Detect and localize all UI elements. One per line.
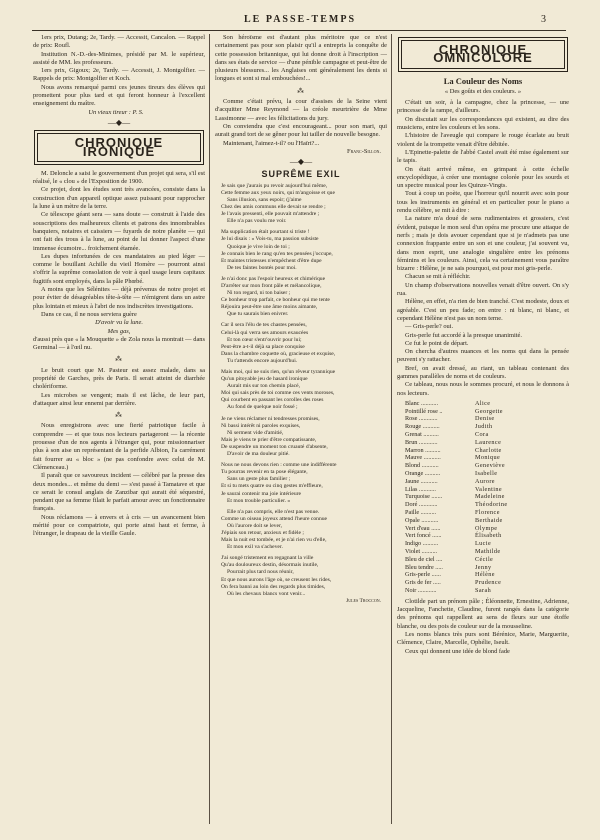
poem-line: Car il sera l'élu de tes chastes pensées,	[221, 322, 307, 329]
table-row	[405, 571, 508, 579]
paragraph: Ce projet, dont les études sont très avancées, consiste dans la construction d'un appareil optique assez puissant pour rapprocher la lune à un mètre de la terre.	[33, 186, 205, 211]
color-cell: Lilas ...........	[405, 485, 436, 493]
table-row	[405, 579, 508, 587]
section-title-box: CHRONIQUE OMNICOLORE	[401, 40, 565, 69]
paragraph: Maintenant, l'aimez-t-il? ou l'Haïrt?...	[223, 139, 320, 147]
poem-line: Et ton cœur s'entr'ouvrir pour lui;	[227, 336, 302, 343]
poem-line: Et maintes tristesses n'empêchent d'être dupe	[221, 257, 322, 264]
color-cell: Paille ..........	[405, 509, 437, 517]
paragraph: La nature m'a doué de sens rudimentaires et grossiers, c'est évident, puisque le mon seul d'un opéra me procure une attaque de nerfs ; mais je dois avouer cependant que si je n'admets pas une connexion frappante entre un son et une couleur, j'ai souvent vu, dans mon esprit, une analogie singulière entre les prénoms féminins et les couleurs. Ainsi, cela va certainement vous paraître bizarre : Hélène, je ne sais pourquoi, est pour moi gris-perle.	[397, 215, 569, 273]
poem-line: Et que nous aurons l'âge où, se creusent les rides,	[221, 576, 332, 583]
paragraph: Les noms blancs très purs sont Bérénice, Marie, Marguerite, Clémence, Claire, Marcelle, Ophélie, Iseult.	[397, 630, 569, 647]
poem-line: Je saurai contenir ma joie intérieure	[221, 490, 301, 497]
color-cell: Blanc ...........	[405, 399, 438, 407]
poem-line: Ni bassi intérêt ni paroles exquises,	[221, 422, 301, 429]
color-cell: Vert d'eau ......	[405, 524, 441, 532]
paragraph: 1ers prix, Gigoux; 2e, Tardy. — Accessit, J. Montgolfier. — Rappels de prix: Montgolfier et Koch.	[33, 67, 205, 83]
paragraph: Les dupes infortunées de ces mandataires au pied léger — comme le bouillant Achille du vieil Homère — pourront ainsi s'offrir la suprême consolation de voir à quel usage leurs capitaux fugitifs sont employés, dans la pâle Phœbé.	[33, 252, 205, 285]
name-cell: Olympe	[475, 524, 498, 532]
paragraph: On était arrivé même, en grimpant à cette échelle encyclopédique, à créer une montagne colorée pour les sourds et un spectre musical pour les Quinze-Vingts.	[397, 165, 569, 190]
quoted-verse: Mes gas,	[107, 327, 131, 335]
poem-line: D'arrêter sur mon front pâle et mélancolique,	[221, 282, 322, 289]
name-cell: Berthaide	[475, 516, 503, 524]
table-row	[405, 408, 508, 416]
poem-line: J'épiais son retour, anxieux et fidèle ;	[221, 529, 304, 536]
column-2	[215, 34, 387, 605]
name-cell: Madeleine	[475, 493, 505, 501]
poem-line: D'avoir de ma douleur pitié.	[227, 451, 290, 458]
poem-line: Nous ne nous devons rien : comme une indifférente	[221, 462, 337, 469]
poem-line: Je n'ai donc pas l'espoir heureux et chimérique	[221, 275, 326, 282]
poem-line: Celui-là qui verra ses amours exaucées	[221, 329, 309, 336]
table-row	[405, 509, 508, 517]
poem-line: Mais la nuit est tombée, et je n'ai rien vu d'elle,	[221, 537, 327, 544]
color-cell: Rouge ...........	[405, 423, 440, 431]
poem-line: Aurait mis sur ton chemin placé,	[227, 383, 301, 390]
poem-line: Où les chevaux blancs vont venir...	[227, 590, 306, 597]
poem-line: Comme un oiseau joyeux attend l'heure connue	[221, 515, 328, 522]
poem-line: Je sais que j'aurais pu revoir aujourd'hui même,	[221, 182, 328, 189]
name-cell: Geneviève	[475, 462, 506, 470]
table-row	[405, 532, 508, 540]
poem-line: Je ne viens réclamer ni tendresses promises,	[221, 415, 320, 422]
column-3	[397, 34, 569, 656]
name-cell: Théodorine	[475, 501, 508, 509]
name-cell: Cora	[475, 431, 489, 439]
poem-line: Moi qui sais près de toi comme ces vents moroses,	[221, 390, 335, 397]
poem-line: Quoique je vive loin de toi ;	[227, 243, 290, 250]
poem-line: Ce bonheur trop parfait, ce bonheur qui me tente	[221, 297, 330, 304]
name-cell: Mathilde	[475, 548, 501, 556]
paragraph: Tout à coup un poète, que l'horreur qu'il nourrit avec soin pour tous les instruments en général et en particulier pour le piano a rendu célèbre, se mit à dire :	[397, 190, 569, 215]
paragraph: Ce fut le point de départ.	[405, 339, 469, 347]
name-cell: Florence	[475, 509, 500, 517]
color-cell: Blond ...........	[405, 462, 439, 470]
color-cell: Pointillé rose ..	[405, 407, 443, 415]
epigraph: « Des goûts et des couleurs. »	[444, 87, 522, 95]
table-row	[405, 462, 508, 470]
paragraph: C'était un soir, à la campagne, chez la princesse, — une princesse de la rampe, d'ailleurs.	[397, 99, 569, 115]
section-title-box: CHRONIQUE IRONIQUE	[37, 133, 201, 162]
paragraph: Un champ d'observations nouvelles venait d'être ouvert. On s'y rua.	[397, 281, 569, 298]
table-row	[405, 439, 508, 447]
name-cell: Monique	[475, 454, 501, 462]
table-row	[405, 501, 508, 509]
color-cell: Turquoise .......	[405, 493, 443, 501]
name-cell: Jenny	[475, 563, 492, 571]
color-cell: Rose ............	[405, 415, 438, 423]
paragraph: On chercha d'autres nuances et les noms qui dans la pensée peuvent s'y rattacher.	[397, 348, 569, 364]
color-cell: Grenat ..........	[405, 431, 439, 439]
table-row	[405, 400, 508, 408]
poem-line: Sans un geste plus familier ;	[227, 476, 291, 483]
paragraph: Hélène, en effet, n'a rien de bien tranché. C'est modeste, doux et agréable. C'est un peu fade; on entre : ni blanc, ni blanc, et cependant Hélène n'est pas un nom terne.	[397, 298, 569, 322]
color-cell: Bleu tendre .....	[405, 563, 443, 571]
color-cell: Gris-perle ......	[405, 571, 441, 579]
poem-line: Sans illusion, sans espoir; (j'aime	[227, 196, 302, 203]
paragraph: Comme c'était prévu, la cour d'assises de la Seine vient d'acquitter Mme Reymond — la créole meurtrière de Mme Lassimonne — avec les félicitations du jury.	[215, 98, 387, 122]
poem-line: Qu'un pitoyable jeu de hasard ironique	[221, 376, 308, 383]
poem-line: J'ai songé tristement en regagnant la ville	[221, 555, 314, 562]
asterism: ⁂	[115, 355, 123, 364]
paragraph: L'Epinette-palette de l'abbé Castel avait été mise également sur le tapis.	[397, 148, 569, 165]
table-row	[405, 540, 508, 548]
poem-line: Pourrait plus tard nous réunir,	[227, 569, 294, 576]
poem-line: Cette femme aux yeux noirs, qui m'angoisse et que	[221, 189, 335, 196]
poem-line: Elle n'a pas compris, elle n'est pas venue.	[227, 508, 320, 515]
table-row	[405, 548, 508, 556]
paragraph: Ce tableau, nous nous le sommes procuré, et nous le donnons à nos lecteurs.	[397, 381, 569, 397]
table-row	[405, 564, 508, 572]
poem-line: Elle n'a pas voulu me voir.	[227, 218, 287, 225]
running-header	[0, 14, 600, 28]
poem-line: Ni serment vide d'amitié,	[227, 429, 284, 436]
table-row	[405, 493, 508, 501]
paragraph: L'histoire de l'aveugle qui compare le rouge écarlate au bruit violent de la trompette venait d'être débitée.	[397, 132, 569, 148]
table-row	[405, 517, 508, 525]
poem-signature: Jules Troccon.	[346, 597, 381, 604]
poem-line: Chez des amis communs elle devait se rendre ;	[221, 204, 326, 211]
poem-line: Qu'au douloureux destin, désormais inutile,	[221, 562, 319, 569]
color-cell: Gris de fer .....	[405, 579, 441, 587]
table-row	[405, 423, 508, 431]
paragraph: On conviendra que c'est encourageant... pour son mari, qui aurait grand tort de se gêner pour lui tailler de nouvelle besogne.	[215, 122, 387, 139]
poem-line: Ni ton regard, ni ton baiser ;	[227, 290, 291, 297]
ornament-divider: —◆—	[107, 117, 131, 127]
poem-line: Qui courbent en passant les corolles des roses	[221, 397, 324, 404]
table-row	[405, 470, 508, 478]
paragraph: Dans ce cas, il ne nous serviera guère	[41, 310, 137, 318]
column-divider	[209, 34, 210, 824]
color-cell: Bleu de ciel ....	[405, 555, 443, 563]
name-cell: Denise	[475, 415, 495, 423]
table-row	[405, 454, 508, 462]
column-divider	[391, 34, 392, 824]
paragraph: A moins que les Sélénites — déjà prévenus de notre projet et pour éviter de désagréables tête-à-tête — n'émigrent dans un astre plus lointain et mieux à l'abri de nos indiscrètes investigations.	[33, 286, 205, 310]
signature: Franc-Sillon.	[347, 147, 381, 155]
paragraph: Les microbes se vengent; mais il est lâche, de leur part, d'attaquer ainsi leur ennemi par derrière.	[33, 391, 205, 407]
table-row	[405, 486, 508, 494]
name-cell: Charlotte	[475, 446, 502, 454]
paragraph: Il paraît que ce savoureux incident — célébré par la presse des deux mondes... et même du demi — s'est passé à Tamatave et que ce serait le consul anglais de Zanzibar qui aurait été séquestré, pendant que sa femme filait le parfait amour avec un fonctionnaire français.	[33, 472, 205, 513]
paragraph: Clotilde part un prénom pâle ; Éléonnette, Ernestine, Adrienne, Jacqueline, Fanchette, Claudine, furent rangés dans la catégorie des prénoms qui rappellent au sens de fleurs sur une étoffe blanche, ou des pois de couleur sur de la mousseline.	[397, 597, 569, 630]
name-cell: Hélène	[475, 571, 495, 579]
poem-line: Je connais bien le rang qu'en tes pensées j'occupe,	[221, 250, 333, 257]
poem-line: Tu pourras revenir en ta pose élégante,	[221, 469, 308, 476]
signature: Un vieux tireur : P. S.	[88, 108, 144, 116]
color-cell: Brun ............	[405, 438, 438, 446]
ornament-divider: —◆—	[289, 157, 313, 167]
poem-title: SUPRÊME EXIL	[261, 169, 341, 180]
color-cell: Doré ............	[405, 501, 438, 509]
poem-line: Mais moi, qui ne suis rien, qu'un rêveur tyrannique	[221, 369, 336, 375]
name-cell: Aurore	[475, 477, 495, 485]
names-colors-table	[405, 400, 508, 595]
poem-line: Je l'avais pressenti, elle pouvait m'attendre ;	[221, 211, 320, 218]
name-cell: Sarah	[475, 587, 492, 594]
header-rule	[32, 30, 566, 31]
column-1	[33, 34, 205, 539]
paragraph: Chacun se mit à réfléchir.	[405, 273, 471, 281]
name-cell: Valentine	[475, 485, 502, 493]
paragraph: On discutait sur les correspondances qui existent, au dire des musiciens, entre les couleurs et les sons.	[397, 115, 569, 132]
color-cell: Orange ..........	[405, 470, 441, 478]
paragraph: Le bruit court que M. Pasteur est assez malade, dans sa propriété de Garches, près de Paris. Il serait atteint de diarrhée cholériforme.	[33, 366, 205, 391]
poem-line: Tu t'attends encore aujourd'hui.	[227, 357, 298, 364]
paragraph: Nous enregistrons avec une fierté patriotique facile à comprendre — et que tous nos lecteurs partageront — la récente prouesse d'un de nos agents à l'étranger qui, pour missionnariser plus à son aise un représentant de la perfide Albion, l'a carrément fait fourrer au « bloc » (ne pas confondre avec celui de M. Clémenceau.)	[33, 422, 205, 471]
poem-line: Ma supplication était pourtant si triste !	[221, 229, 310, 236]
paragraph: — Gris-perle? oui.	[405, 323, 454, 331]
name-cell: Élisabeth	[475, 532, 502, 540]
poem-line: De suspendre un moment ton cruauté d'absente,	[221, 443, 328, 450]
poem-line: Et mon trouble particulier. »	[227, 497, 291, 504]
table-row	[405, 431, 508, 439]
poem-line: Où l'aurore doit se lever,	[227, 522, 282, 529]
paragraph: Ce télescope géant sera — sans doute — construit à l'aide des souscriptions des malheureux clients et patrons des innombrables banquiers, notaires et caissiers — fuyards de notre planète — qui ont fait des trous à la lune, au point de lui donner l'aspect d'une immense écumoire... froichement étamée.	[33, 211, 205, 252]
name-cell: Isabelle	[475, 470, 498, 478]
paragraph: Institution N.-D.-des-Minimes, présidé par M. le supérieur, assisté de MM. les professeurs.	[33, 50, 205, 66]
name-cell: Georgette	[475, 407, 503, 415]
poem-line: De tes faintes bontés pour moi.	[227, 264, 297, 271]
table-row	[405, 447, 508, 455]
poem-line: Peut-être a-t-il déjà sa place conquise	[221, 343, 305, 350]
color-cell: Noir ............	[405, 587, 437, 594]
name-cell: Alice	[475, 399, 491, 407]
poem-line: Réjouira peut-être une âme moins aimante,	[221, 304, 318, 311]
poem-line: On fera banni au loin des regards plus timides,	[221, 583, 326, 590]
poem-line: Et mon exil va s'achever.	[227, 544, 283, 551]
table-row	[405, 478, 508, 486]
article-title: La Couleur des Noms	[443, 75, 523, 86]
name-cell: Prudence	[475, 579, 502, 587]
paragraph: Son héroïsme est d'autant plus méritoire que ce n'est certainement pas pour son plaisir qu'il a entrepris la conquête de cette possession britannique, qui lui donne droit à l'inscription — dans ses états de service — d'une pénible campagne et peut-être de plusieurs blessures... les Anglaises ont généralement les dents si longues et sont si mal embouchées!...	[215, 34, 387, 83]
name-cell: Laurence	[475, 438, 502, 446]
page-number: 3	[541, 14, 546, 25]
poem-line: Que tu saurais bien enivrer.	[227, 311, 289, 318]
paragraph: Nous avons remarqué parmi ces jeunes tireurs des élèves qui promettent pour plus tard et qui feront honneur à l'excellent enseignement du maître.	[33, 83, 205, 108]
poem-line: Dans la chambre coquette où, gracieuse et exquise,	[221, 350, 336, 357]
paragraph: Gris-perle fut accordé à la presque unanimité.	[405, 331, 522, 339]
poem-line: Mais je viens te prier d'être compatissante,	[221, 436, 317, 443]
paragraph: 1ers prix, Dutang; 2e, Tardy. — Accessit, Cancalon. — Rappel de prix: Roufl.	[33, 34, 205, 50]
color-cell: Violet ..........	[405, 548, 438, 556]
name-cell: Judith	[475, 423, 493, 431]
paragraph: d'aussi près que « la Mouquette » de Zola nous la montrait — dans Germinal — à l'œil nu.	[33, 335, 205, 352]
paragraph: Ceux qui donnent une idée de blond fade	[405, 647, 510, 655]
quoted-verse: D'avoir vu la lune.	[95, 319, 143, 327]
asterism: ⁂	[115, 411, 123, 420]
color-cell: Jaune ...........	[405, 477, 438, 485]
masthead-title: LE PASSE-TEMPS	[244, 14, 356, 25]
color-cell: Opale ...........	[405, 516, 439, 524]
paragraph: M. Deloncle a saisi le gouvernement d'un projet qui sera, s'il est réalisé, le « clou » de l'Exposition de 1900.	[33, 169, 205, 186]
name-cell: Cécile	[475, 555, 494, 563]
table-row	[405, 415, 508, 423]
poem	[215, 183, 387, 598]
table-row	[405, 556, 508, 564]
color-cell: Indigo ..........	[405, 540, 439, 548]
poem-line: Au fond de quelque noir fossé ;	[227, 404, 298, 411]
color-cell: Mauve ...........	[405, 454, 441, 462]
color-cell: Vert foncé ......	[405, 532, 442, 540]
paragraph: Nous réclamons — à envers et à cris — un avancement bien mérité pour ce compatriote, qui porte ainsi haut et ferme, à l'étranger, le drapeau de la vieille Gaule.	[33, 513, 205, 538]
poem-line: Je lui disais : « Vois-tu, ma passion subsiste	[221, 236, 319, 243]
asterism: ⁂	[297, 86, 305, 95]
paragraph: Bref, on avait dressé, au riant, un tableau contenant des gammes parallèles de noms et de couleurs.	[397, 364, 569, 380]
poem-line: Et si tu mets quatre ou cinq gestes m'effleure,	[221, 483, 323, 490]
name-cell: Lucie	[475, 540, 492, 548]
table-row	[405, 587, 508, 595]
color-cell: Marron ..........	[405, 446, 441, 454]
